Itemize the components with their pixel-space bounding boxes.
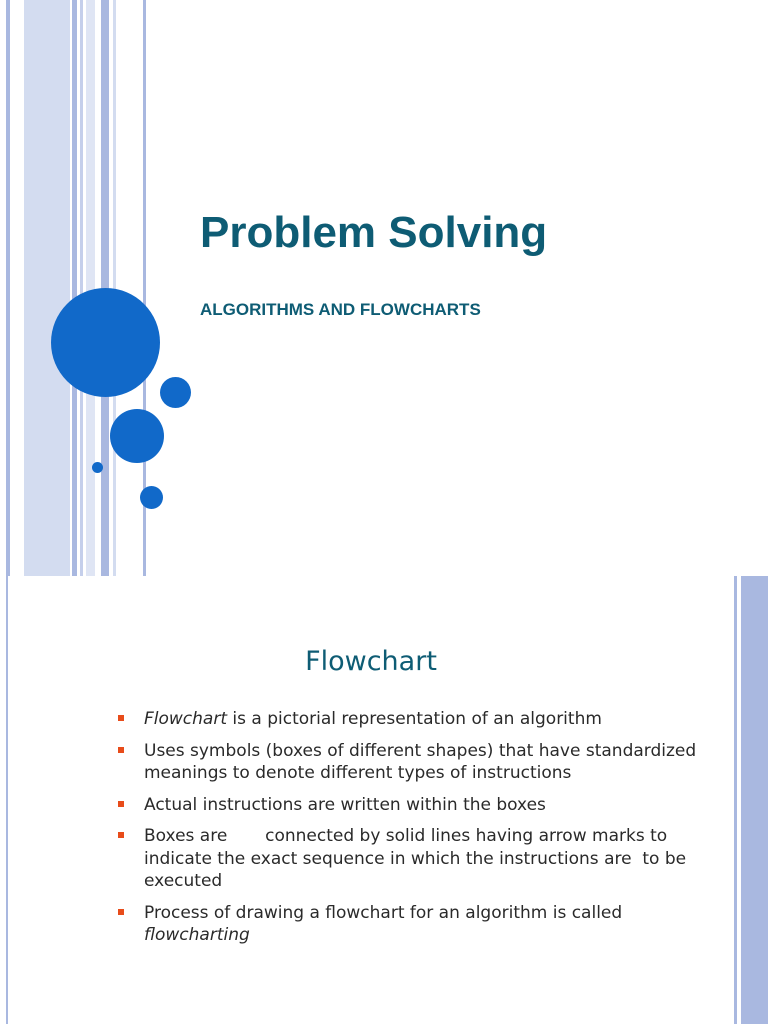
bullet-item [118,740,703,785]
tiny-circle [92,462,103,473]
stripe [80,0,83,576]
bullet-text: is a pictorial representation of an algorithm [227,709,602,729]
stripe [86,0,95,576]
large-circle [51,288,160,397]
small-circle [140,486,163,509]
stripe [24,0,70,576]
bullet-square-icon [118,909,124,915]
bullet-text: Actual instructions are written within the boxes [144,794,546,815]
stripe [6,0,10,576]
bullet-list [118,708,703,956]
bullet-item [118,794,703,817]
stripe [741,576,768,1024]
slide-subtitle: ALGORITHMS AND FLOWCHARTS [200,300,481,319]
bullet-item [118,825,703,893]
bullet-emphasis: flowcharting [144,925,250,945]
bullet-text: Process of drawing a flowchart for an algorithm is called [144,902,623,923]
medium-circle [110,409,164,463]
bullet-text: Uses symbols (boxes of different shapes) that have standardized meanings to denote different types of instructions [144,740,697,783]
small-circle [160,377,191,408]
stripe [734,576,737,1024]
bullet-square-icon [118,801,124,807]
bullet-square-icon [118,715,124,721]
slide-title: Problem Solving [200,208,548,257]
bullet-text: Boxes are connected by solid lines having arrow marks to indicate the exact sequence in which the instructions are to be executed [144,826,692,891]
stripe [72,0,77,576]
bullet-emphasis: Flowchart [144,709,227,729]
bullet-item [118,902,703,947]
content-slide [0,576,768,1024]
stripe [6,576,8,1024]
bullet-square-icon [118,747,124,753]
bullet-item [118,708,703,731]
bullet-square-icon [118,832,124,838]
slide-title: Flowchart [305,646,437,677]
